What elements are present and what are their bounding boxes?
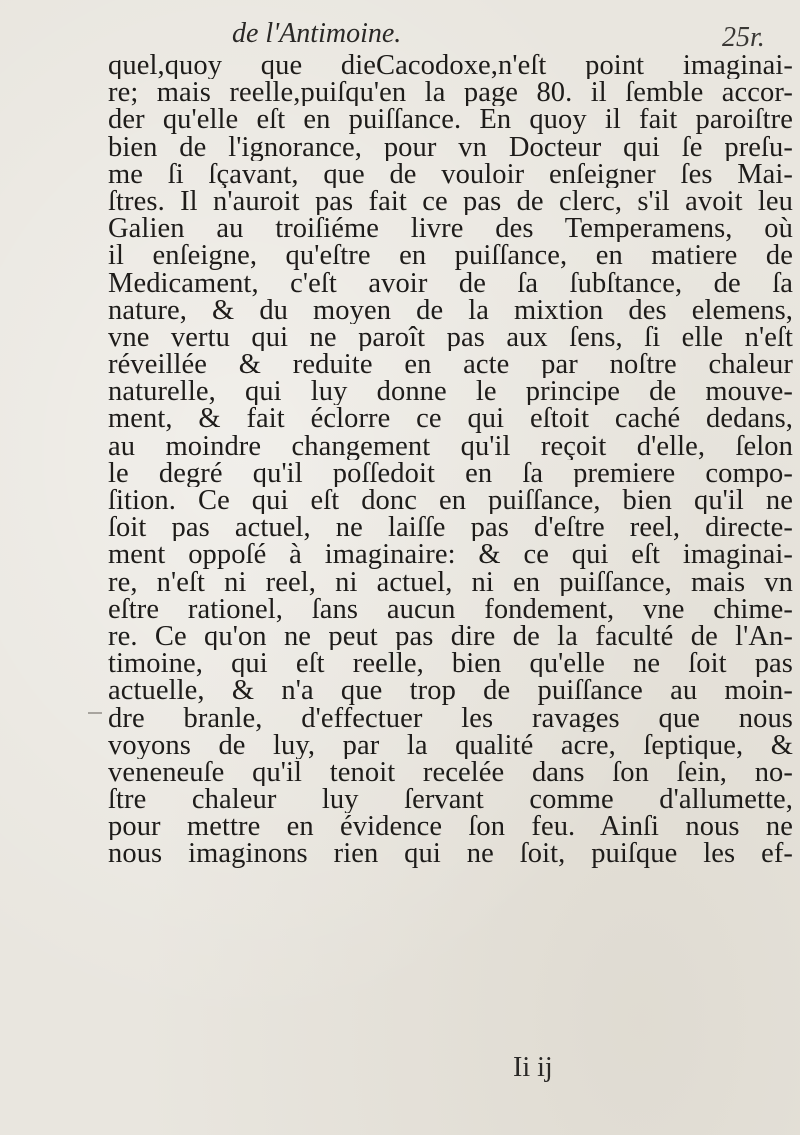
text-line: der qu'elle eſt en puiſſance. En quoy il fait paroiſtre <box>108 106 793 134</box>
text-line: re. Ce qu'on ne peut pas dire de la faculté de l'An- <box>108 622 793 651</box>
text-line: ſtres. Il n'auroit pas fait ce pas de clerc, s'il avoit leu <box>108 187 793 216</box>
signature-mark: Ii ij <box>513 1052 553 1083</box>
running-title: de l'Antimoine. <box>232 18 402 49</box>
text-line: timoine, qui eſt reelle, bien qu'elle ne ſoit pas <box>108 650 793 678</box>
text-line: Galien au troiſiéme livre des Temperamens, où <box>108 215 793 243</box>
text-line: ſition. Ce qui eſt donc en puiſſance, bien qu'il ne <box>108 487 793 515</box>
text-line: dre branle, d'effectuer les ravages que nous <box>108 704 793 732</box>
text-line: ment, & fait éclorre ce qui eſtoit caché dedans, <box>108 405 793 433</box>
text-line: le degré qu'il poſſedoit en ſa premiere compo- <box>108 459 793 487</box>
text-line: au moindre changement qu'il reçoit d'elle, ſelon <box>108 432 793 460</box>
text-line: vne vertu qui ne paroît pas aux ſens, ſi elle n'eſt <box>108 323 793 352</box>
text-line: actuelle, & n'a que trop de puiſſance au moin- <box>108 677 793 705</box>
text-line: nature, & du moyen de la mixtion des elemens, <box>108 296 793 324</box>
text-line: ſtre chaleur luy ſervant comme d'allumette, <box>108 786 793 814</box>
text-line: naturelle, qui luy donne le principe de mouve- <box>108 378 793 406</box>
text-line: me ſi ſçavant, que de vouloir enſeigner ſes Mai- <box>108 160 793 188</box>
text-line: re, n'eſt ni reel, ni actuel, ni en puiſſance, mais vn <box>108 568 793 596</box>
text-line: Medicament, c'eſt avoir de ſa ſubſtance, de ſa <box>108 269 793 297</box>
margin-dash <box>88 712 102 714</box>
text-line: veneneuſe qu'il tenoit recelée dans ſon ſein, no- <box>108 758 793 787</box>
text-line: pour mettre en évidence ſon feu. Ainſi nous ne <box>108 813 793 841</box>
text-line: il enſeigne, qu'eſtre en puiſſance, en matiere de <box>108 242 793 270</box>
text-line: bien de l'ignorance, pour vn Docteur qui ſe preſu- <box>108 133 793 161</box>
text-line: eſtre rationel, ſans aucun fondement, vne chime- <box>108 595 793 623</box>
text-line: réveillée & reduite en acte par noſtre chaleur <box>108 351 793 379</box>
folio-number: 25r. <box>722 22 765 53</box>
text-line: ment oppoſé à imaginaire: & ce qui eſt imaginai- <box>108 541 793 569</box>
text-line: ſoit pas actuel, ne laiſſe pas d'eſtre reel, directe- <box>108 514 793 542</box>
body-text <box>108 52 793 868</box>
text-line: voyons de luy, par la qualité acre, ſeptique, & <box>108 731 793 759</box>
text-line: re; mais reelle,puiſqu'en la page 80. il ſemble accor- <box>108 79 793 107</box>
text-line: nous imaginons rien qui ne ſoit, puiſque les ef- <box>108 840 793 868</box>
running-head <box>0 14 800 54</box>
text-line: quel,quoy que dieCacodoxe,n'eſt point imaginai- <box>108 52 793 80</box>
